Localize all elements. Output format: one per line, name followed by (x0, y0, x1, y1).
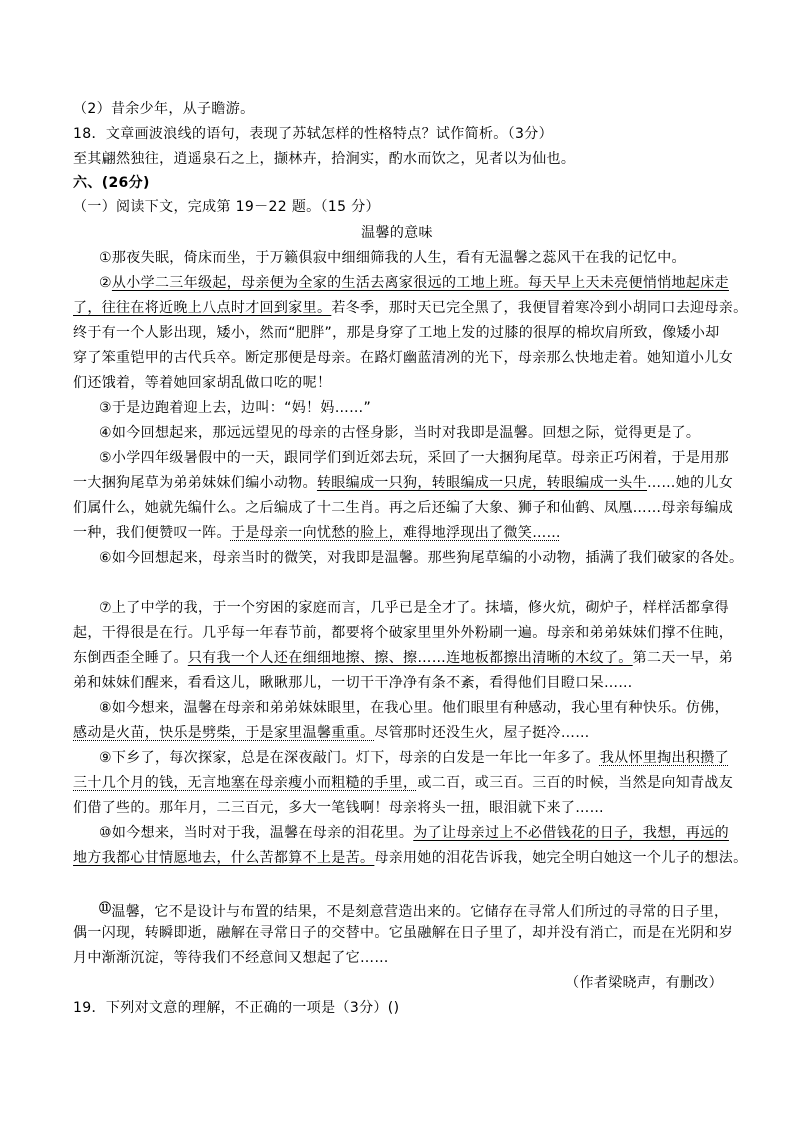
paragraph-8-line-1: ⑧如今想来，温馨在母亲和弟弟妹妹眼里，在我心里。他们眼里有种感动，我心里有种快乐。仿佛， (99, 700, 729, 716)
paragraph-11-line-3: 月中渐渐沉淀，等待我们不经意间又想起了它…… (73, 950, 389, 966)
text: 若冬季，那时天已完全黑了，我便冒着寒冷到小胡同口去迎母亲。 (331, 300, 748, 316)
text: ⑩如今想来，当时对于我，温馨在母亲的泪花里。 (99, 825, 414, 841)
paragraph-7-line-4: 弟和妹妹们醒来，看看这儿，瞅瞅那儿，一切干干净净有条不紊，看得他们目瞪口呆…… (73, 675, 633, 691)
paragraph-9-line-1 (99, 748, 729, 768)
paragraph-9-line-3: 们借了些的。那年月，二三百元，多大一笔钱啊！母亲将头一扭，眼泪就下来了…… (73, 800, 604, 816)
paragraph-10-line-2 (73, 848, 748, 868)
underlined-sentence: 地方我都心甘情愿地去，什么苦都算不上是苦。 (73, 850, 375, 866)
paragraph-11-line-2: 偶一闪现，转瞬即逝，融解在寻常日子的交替中。它虽融解在日子里了，却并没有消亡，而是在光阴和岁 (73, 925, 734, 941)
text: 或二百，或三百。三百的时候，当然是向知青战友 (417, 775, 734, 791)
paragraph-11-line-1 (99, 898, 729, 922)
paragraph-5-line-4 (73, 523, 723, 543)
para-number: ② (99, 275, 112, 291)
text: 母亲用她的泪花告诉我，她完全明白她这一个儿子的想法。 (374, 850, 748, 866)
underlined-sentence: 了，往往在将近晚上八点时才回到家里。 (73, 300, 332, 316)
paragraph-2-line-4: 穿了笨重铠甲的古代兵卒。断定那便是母亲。在路灯幽蓝清冽的光下，母亲那么快地走着。她知道小儿女 (73, 350, 734, 366)
paragraph-1: ①那夜失眠，倚床而坐，于万籁俱寂中细细筛我的人生，看有无温馨之蕊风干在我的记忆中。 (99, 250, 686, 266)
text: 温馨，它不是设计与布置的结果，不是刻意营造出来的。它储存在寻常人们所过的寻常的日子里， (111, 904, 729, 920)
paragraph-2-line-2 (73, 298, 748, 318)
article-source: （作者梁晓声，有删改） (565, 975, 723, 991)
text: 东倒西歪全睡了。 (73, 650, 188, 666)
underlined-sentence: 只有我一个人还在细细地擦、擦、擦……连地板都擦出清晰的木纹了。 (187, 650, 633, 666)
section-heading: 六、(26分) (73, 175, 150, 191)
underlined-sentence: 为了让母亲过上不必借钱花的日子，我想，再远的 (413, 825, 729, 841)
paragraph-2-line-3: 终于有一个人影出现，矮小，然而“肥胖”，那是身穿了工地上发的过膝的很厚的棉坎肩所致，像矮小却 (73, 325, 720, 341)
text: 一种，我们便赞叹一阵。 (73, 525, 231, 541)
paragraph-7-line-3 (73, 648, 734, 668)
underlined-sentence: 从小学二三年级起，母亲便为全家的生活去离家很远的工地上班。每天早上天未亮便悄悄地起床走 (111, 275, 729, 291)
dotted-underlined-sentence: 感动是火苗，快乐是劈柴，于是家里温馨重重。 (73, 725, 375, 741)
paragraph-3: ③于是边跑着迎上去，边叫：“妈！妈……” (99, 400, 372, 416)
paragraph-2-line-5: 们还饿着，等着她回家胡乱做口吃的呢！ (73, 375, 332, 391)
dotted-underlined-sentence: 三十几个月的钱，无言地塞在母亲瘦小而粗糙的手里， (73, 775, 418, 791)
paragraph-6: ⑥如今回想起来，母亲当时的微笑，对我即是温馨。那些狗尾草编的小动物，插满了我们破家的各处。 (99, 550, 744, 566)
paragraph-9-line-2 (73, 773, 734, 793)
text: ⑨下乡了，每次探家，总是在深夜敲门。灯下，母亲的白发是一年比一年多了。 (99, 750, 600, 766)
paragraph-7-line-1: ⑦上了中学的我，于一个穷困的家庭而言，几乎已是全才了。抹墙，修火炕，砌炉子，样样活都拿得 (99, 600, 729, 616)
article-title: 温馨的意味 (361, 225, 433, 241)
part1-instruction: （一）阅读下文，完成第 19－22 题。（15 分） (73, 199, 380, 215)
paragraph-5-line-3: 们属什么，她就先编什么。之后编成了十二生肖。再之后还编了大象、狮子和仙鹤、凤凰……母亲每编成 (73, 500, 734, 516)
paragraph-4: ④如今回想起来，那远远望见的母亲的古怪身影，当时对我即是温馨。回想之际，觉得更是了。 (99, 425, 701, 441)
text: 第二天一早，弟 (632, 650, 734, 666)
classical-quote: 至其翩然独往，逍遥泉石之上，撷林卉，拾涧实，酌水而饮之，见者以为仙也。 (73, 151, 576, 167)
underlined-sentence: 转眼编成一只狗，转眼编成一只虎，转眼编成一头牛 (316, 475, 648, 491)
paragraph-5-line-2 (73, 473, 734, 493)
paragraph-8-line-2 (73, 723, 723, 743)
prev-item-2: （2）昔余少年，从子瞻游。 (73, 101, 255, 117)
text: 一大捆狗尾草为弟弟妹妹们编小动物。 (73, 475, 317, 491)
text: ……她的儿女 (647, 475, 734, 491)
paragraph-7-line-2: 起，干得很是在行。几乎每一年春节前，都要将个破家里里外外粉刷一遍。母亲和弟弟妹妹们撑不住盹， (73, 625, 734, 641)
paragraph-2-line-1 (99, 273, 729, 293)
para-number: ⑪ (99, 901, 112, 915)
question-18: 18．文章画波浪线的语句，表现了苏轼怎样的性格特点？试作简析。（3分） (73, 126, 553, 142)
question-19: 19．下列对文意的理解，不正确的一项是（3分）() (73, 1000, 400, 1016)
dotted-underlined-sentence: 我从怀里掏出积攒了 (599, 750, 729, 766)
text: 尽管那时还没生火，屋子挺冷…… (374, 725, 590, 741)
dotted-underlined-sentence: 于是母亲一向忧愁的脸上，难得地浮现出了微笑…… (230, 525, 561, 541)
paragraph-5-line-1: ⑤小学四年级暑假中的一天，跟同学们到近郊去玩，采回了一大捆狗尾草。母亲正巧闲着，于是用那 (99, 450, 729, 466)
paragraph-10-line-1 (99, 823, 729, 843)
